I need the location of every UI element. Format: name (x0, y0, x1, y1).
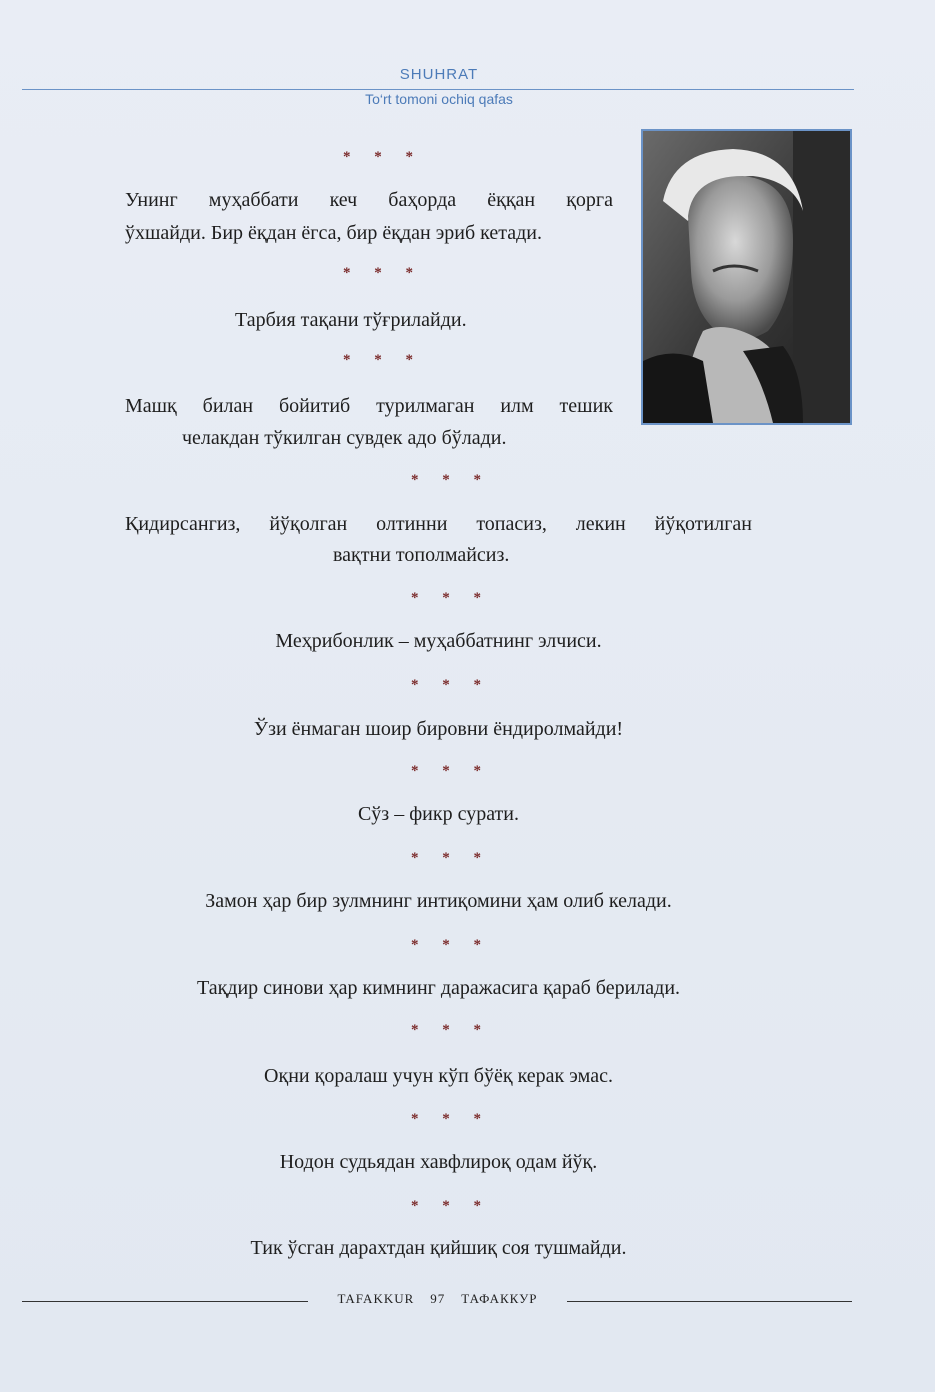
aphorism-line: Меҳрибонлик – муҳаббатнинг элчиси. (275, 630, 602, 652)
aphorism-separator: * * * (411, 763, 491, 779)
aphorism-line: Замон ҳар бир зулмнинг интиқомини ҳам олиб келади. (205, 890, 672, 912)
aphorism-line: Ўзи ёнмаган шоир бировни ёндиролмайди! (253, 718, 624, 740)
aphorism-line: Тарбия тақани тўғрилайди. (235, 309, 467, 331)
aphorism-line: челакдан тўкилган сувдек адо бўлади. (182, 427, 507, 449)
author-portrait (641, 129, 852, 425)
aphorism-separator: * * * (411, 1111, 491, 1127)
aphorism-line: Қидирсангиз, йўқолган олтинни топасиз, лекин йўқотилган (125, 513, 752, 535)
aphorism-line: вақтни тополмайсиз. (333, 544, 510, 566)
aphorism-separator: * * * (411, 472, 491, 488)
aphorism-separator: * * * (411, 1198, 491, 1214)
aphorism-line: ўхшайди. Бир ёқдан ёгса, бир ёқдан эриб кетади. (125, 222, 543, 244)
aphorism-line: Унинг муҳаббати кеч баҳорда ёққан қорга (125, 189, 613, 211)
footer-journal-latin: TAFAKKUR (337, 1291, 415, 1306)
header-author: SHUHRAT (399, 66, 479, 83)
aphorism-separator: * * * (411, 677, 491, 693)
aphorism-line: Тақдир синови ҳар кимнинг даражасига қараб берилади. (196, 977, 681, 999)
aphorism-line: Нодон судьядан хавфлироқ одам йўқ. (279, 1151, 598, 1173)
aphorism-separator: * * * (411, 937, 491, 953)
page-footer (308, 1291, 567, 1307)
aphorism-separator: * * * (343, 352, 423, 368)
header-divider (22, 89, 854, 90)
footer-divider-right (567, 1301, 852, 1302)
aphorism-line: Машқ билан бойитиб турилмаган илм тешик (125, 395, 613, 417)
page-number: 97 (430, 1291, 446, 1306)
aphorism-separator: * * * (343, 265, 423, 281)
aphorism-separator: * * * (411, 1022, 491, 1038)
aphorism-line: Оқни қоралаш учун кўп бўёқ керак эмас. (264, 1065, 613, 1087)
aphorism-line: Тик ўсган дарахтдан қийшиқ соя тушмайди. (250, 1237, 627, 1259)
header-subtitle: To‘rt tomoni ochiq qafas (365, 91, 513, 107)
footer-divider-left (22, 1301, 308, 1302)
aphorism-separator: * * * (343, 149, 423, 165)
aphorism-line: Сўз – фикр сурати. (357, 803, 520, 825)
footer-journal-cyrillic: ТАФАККУР (461, 1291, 538, 1306)
aphorism-separator: * * * (411, 590, 491, 606)
aphorism-separator: * * * (411, 850, 491, 866)
